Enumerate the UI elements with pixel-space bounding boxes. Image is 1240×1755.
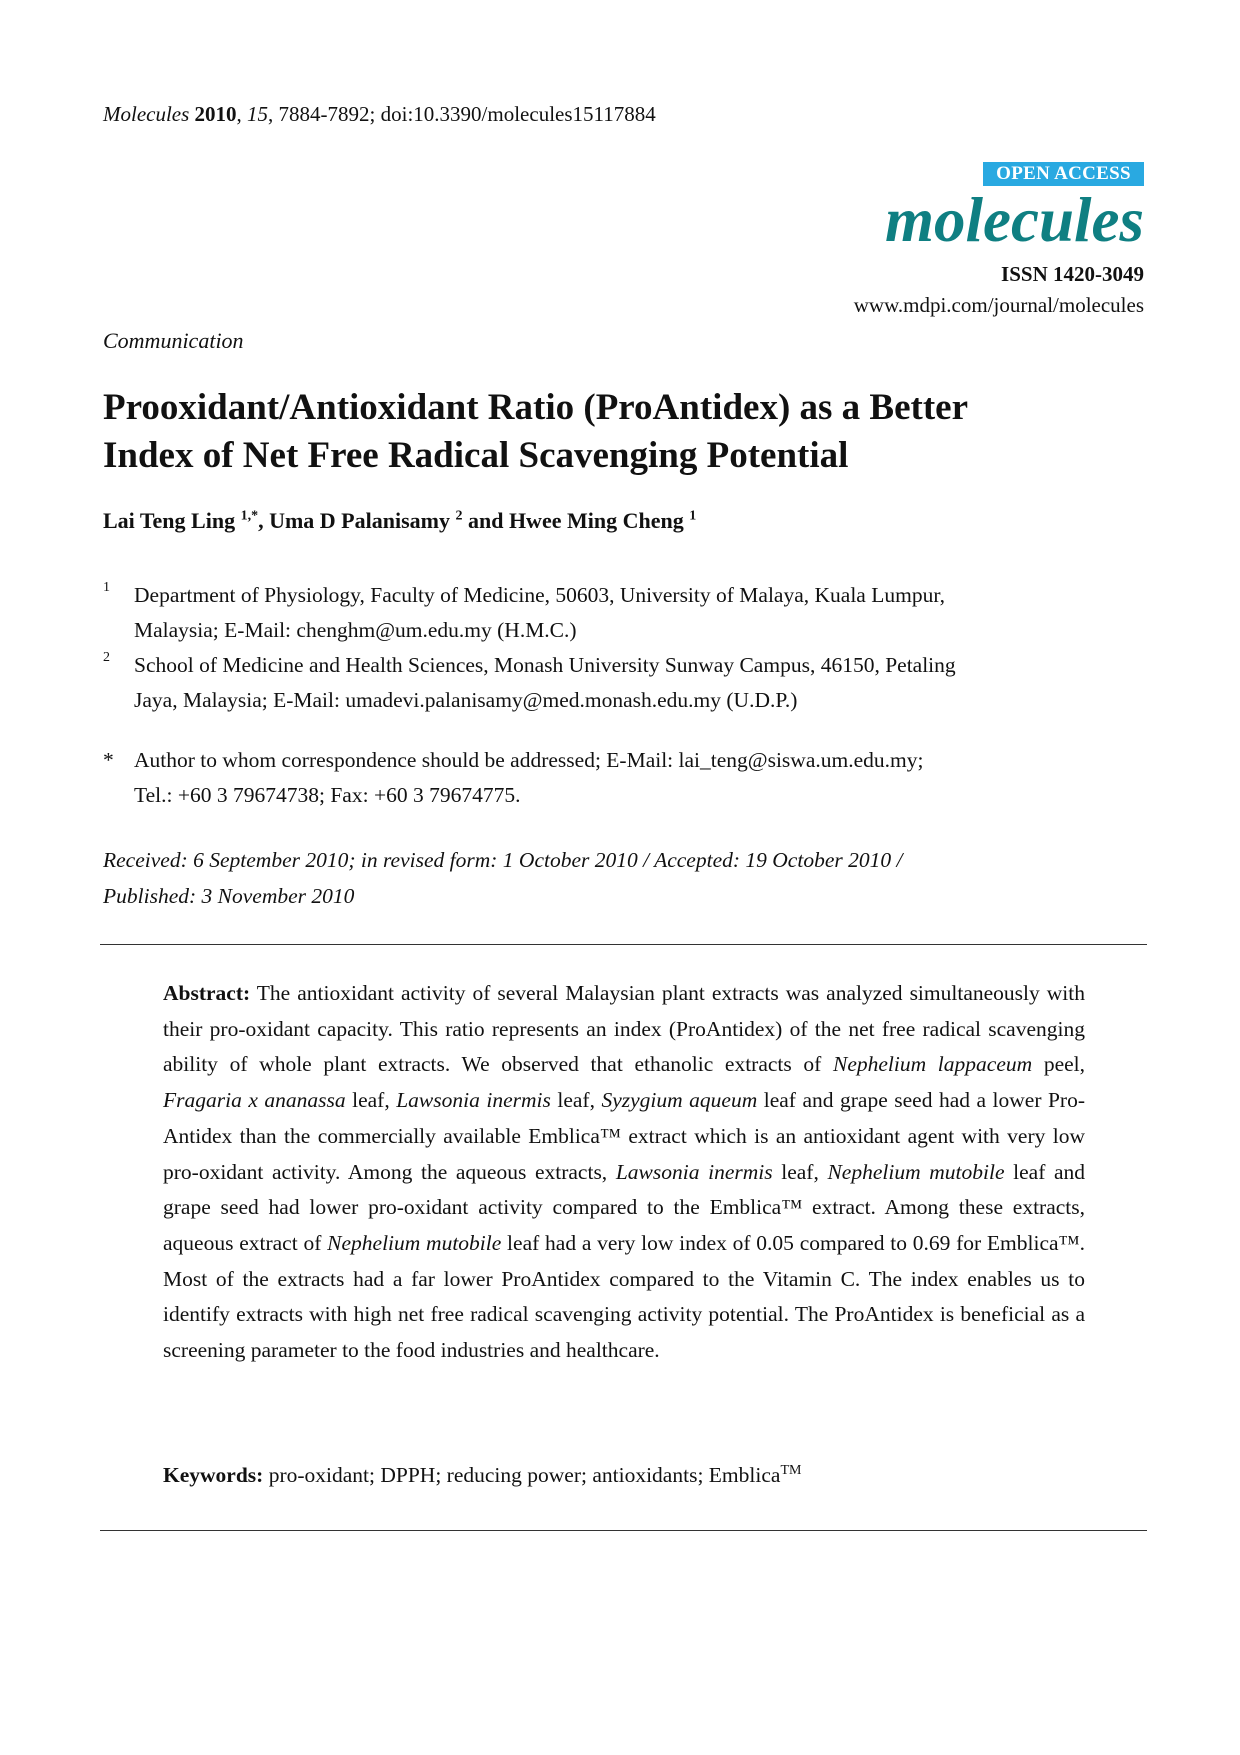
affiliation-1	[103, 578, 1143, 648]
corresponding-mark: *	[251, 508, 259, 524]
trademark-mark: TM	[780, 1463, 802, 1478]
author-1: Lai Teng Ling	[103, 508, 236, 533]
author-2: , Uma D Palanisamy	[258, 508, 450, 533]
affiliation-1-line-1: Department of Physiology, Faculty of Medicine, 50603, University of Malaya, Kuala Lumpur,	[134, 583, 945, 607]
correspondence-mark: *	[103, 748, 114, 772]
divider-top	[100, 944, 1147, 945]
abstract-text: leaf,	[345, 1088, 397, 1113]
species-name: Lawsonia inermis	[396, 1088, 551, 1113]
abstract-text: leaf,	[550, 1088, 602, 1113]
affiliation-1-mark: 1	[103, 580, 110, 595]
affiliation-2-line-2: Jaya, Malaysia; E-Mail: umadevi.palanisamy@med.monash.edu.my (U.D.P.)	[134, 688, 798, 712]
abstract-label: Abstract:	[163, 981, 251, 1005]
article-type: Communication	[103, 328, 244, 353]
species-name: Nephelium mutobile	[827, 1159, 1005, 1184]
publication-dates	[103, 842, 1143, 914]
affiliation-1-line-2: Malaysia; E-Mail: chenghm@um.edu.my (H.M.C.)	[134, 618, 577, 642]
citation-pages-doi: , 7884-7892; doi:10.3390/molecules15117884	[268, 102, 656, 126]
author-3: and Hwee Ming Cheng	[462, 508, 684, 533]
citation-journal: Molecules	[103, 102, 190, 126]
abstract-text: leaf had a very low index of 0.05 compared to 0.69 for Emblica™. Most of the extracts had a far lower ProAntidex compared to the Vitamin C. The index enables us to identify extracts with high net free radical scavenging activity potential. The ProAntidex is beneficial as a screening parameter to the food industries and healthcare.	[163, 1230, 1085, 1363]
author-2-affil: 2	[455, 508, 463, 524]
correspondence-line-1: Author to whom correspondence should be addressed; E-Mail: lai_teng@siswa.um.edu.my;	[134, 748, 924, 772]
divider-bottom	[100, 1530, 1147, 1531]
correspondence-note	[103, 743, 1143, 813]
open-access-badge: OPEN ACCESS	[983, 162, 1144, 186]
citation-volume: 15	[247, 102, 269, 126]
author-list	[103, 508, 696, 534]
journal-logo: molecules	[885, 185, 1144, 255]
keywords-text: pro-oxidant; DPPH; reducing power; antioxidants; Emblica	[263, 1463, 781, 1488]
affiliation-2	[103, 648, 1143, 718]
issn: ISSN 1420-3049	[1001, 262, 1144, 286]
abstract-text: leaf and grape seed had lower pro-oxidant activity compared to the Emblica™ extract. Among these extracts, aqueous extract of	[163, 1159, 1086, 1255]
species-name: Lawsonia inermis	[615, 1159, 773, 1184]
correspondence-line-2: Tel.: +60 3 79674738; Fax: +60 3 79674775.	[134, 783, 521, 807]
keywords	[163, 1463, 1085, 1488]
species-name: Nephelium mutobile	[327, 1230, 502, 1255]
title-line-1: Prooxidant/Antioxidant Ratio (ProAntidex) as a Better	[103, 387, 969, 428]
abstract-text: leaf,	[772, 1159, 828, 1184]
abstract-text: peel,	[1032, 1052, 1085, 1077]
journal-url[interactable]: www.mdpi.com/journal/molecules	[853, 293, 1144, 317]
affiliation-2-line-1: School of Medicine and Health Sciences, Monash University Sunway Campus, 46150, Petaling	[134, 653, 956, 677]
article-title	[103, 384, 1153, 480]
species-name: Syzygium aqueum	[601, 1088, 758, 1113]
abstract	[163, 976, 1085, 1369]
species-name: Nephelium lappaceum	[833, 1052, 1033, 1077]
species-name: Fragaria x ananassa	[163, 1088, 346, 1113]
keywords-label: Keywords:	[163, 1463, 264, 1488]
dates-line-1: Received: 6 September 2010; in revised form: 1 October 2010 / Accepted: 19 October 2010 /	[103, 848, 903, 872]
author-1-affil: 1,*	[240, 508, 259, 524]
affiliation-2-mark: 2	[103, 650, 110, 665]
citation-year: 2010	[194, 102, 237, 126]
citation-line: Molecules 2010, 15, 7884-7892; doi:10.3390/molecules15117884	[103, 102, 656, 126]
title-line-2: Index of Net Free Radical Scavenging Potential	[103, 435, 849, 476]
abstract-text: The antioxidant activity of several Malaysian plant extracts was analyzed simultaneously with their pro-oxidant capacity. This ratio represents an index (ProAntidex) of the net free radical scavenging ability of whole plant extracts. We observed that ethanolic extracts of	[163, 981, 1085, 1077]
abstract-text: leaf and grape seed had a lower Pro-Antidex than the commercially available Emblica™ extract which is an antioxidant agent with very low pro-oxidant activity. Among the aqueous extracts,	[163, 1088, 1085, 1184]
author-3-affil: 1	[689, 508, 697, 524]
dates-line-2: Published: 3 November 2010	[103, 884, 355, 908]
